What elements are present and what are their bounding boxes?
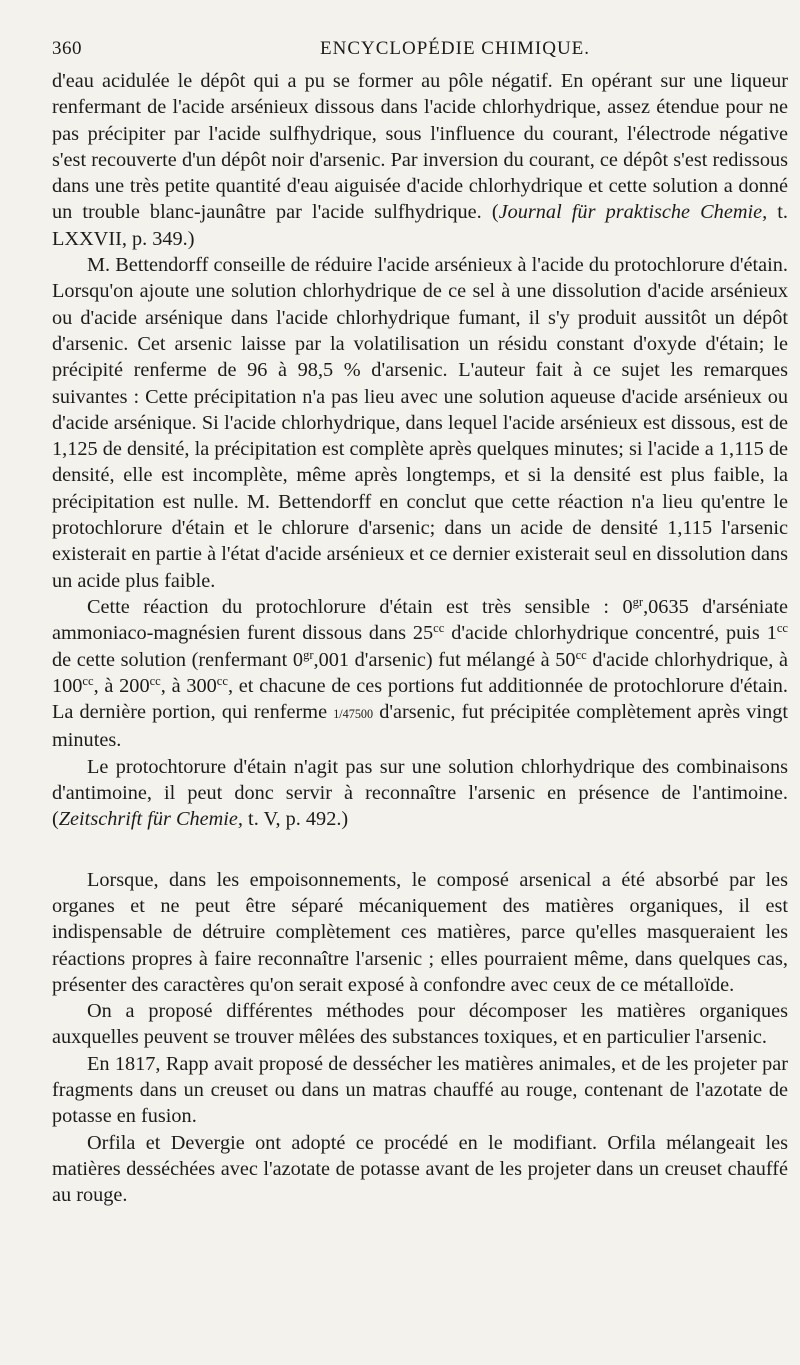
paragraph-4-text: Le protochtorure d'étain n'agit pas sur une solution chlorhydrique des combinaisons d'antimoine, il peut donc servir à reconnaître l'arsenic en présence de l'antimoine. ( [52, 755, 788, 831]
page-number: 360 [52, 38, 82, 59]
fraction: 1/47500 [333, 707, 374, 722]
text-run: , et chacune de ces portions fut additionnée de protochlorure d'étain. La dernière portion, qui renferme [52, 674, 788, 724]
paragraph-6: On a proposé différentes méthodes pour décomposer les matières organiques auxquelles peuvent se trouver mêlées des substances toxiques, et en particulier l'arsenic. [52, 1000, 788, 1049]
text-run: Cette réaction du protochlorure d'étain est très sensible : 0 [87, 595, 633, 618]
text-run: , à 200 [93, 674, 150, 697]
paragraph-3 [52, 594, 788, 754]
citation-reference: t. LXXVII, p. 349.) [52, 201, 788, 250]
unit-superscript: cc [776, 621, 789, 636]
text-run: d'arsenic, fut précipitée complètement après vingt minutes. [52, 701, 788, 752]
paragraph-4 [52, 754, 788, 833]
paragraph-1-text: d'eau acidulée le dépôt qui a pu se former au pôle négatif. En opérant sur une liqueur renfermant de l'acide arsénieux dissous dans l'acide chlorhydrique, assez étendue pour ne pas précipiter par l'acide sulfhydrique, sous l'influence du courant, l'électrode négative s'est recouverte d'un dépôt noir d'arsenic. Par inversion du courant, ce dépôt s'est redissous dans une très petite quantité d'eau aiguisée d'acide chlorhydrique et cette solution a donné un trouble blanc-jaunâtre par l'acide sulfhydrique. ( [52, 70, 788, 224]
paragraph-2: M. Bettendorff conseille de réduire l'acide arsénieux à l'acide du protochlorure d'étain. Lorsqu'on ajoute une solution chlorhydrique de ce sel à une dissolution d'acide arsénieux ou d'acide arsénique dans l'acide chlorhydrique fumant, il s'y produit aussitôt un dépôt d'arsenic. Cet arsenic laisse par la volatilisation un résidu constant d'oxyde d'étain; le précipité renferme de 96 à 98,5 % d'arsenic. L'auteur fait à ce sujet les remarques suivantes : Cette précipitation n'a pas lieu avec une solution aqueuse d'acide arsénieux ou d'acide arsénique. Si l'acide chlorhydrique, dans lequel l'acide arsénieux est dissous, est de 1,125 de densité, la précipitation est complète après quelques minutes; si l'acide a 1,115 de densité, elle est incomplète, même après longtemps, et si la densité est plus faible, la précipitation est nulle. M. Bettendorff en conclut que cette réaction n'a lieu qu'entre le protochlorure d'étain et le chlorure d'arsenic; dans un acide de densité 1,115 l'arsenic existerait en partie à l'état d'acide arsénieux et ce dernier existerait seul en dissolution dans un acide plus faible. [52, 254, 788, 592]
paragraph-1 [52, 68, 788, 252]
paragraph-5: Lorsque, dans les empoisonnements, le composé arsenical a été absorbé par les organes et ne peut être séparé mécaniquement des matières organiques, il est indispensable de détruire complètement ces matières, parce qu'elles masqueraient les réactions propres à faire reconnaître l'arsenic ; elles pourraient même, dans quelques cas, présenter des caractères qu'on serait exposé à confondre avec ceux de ce métalloïde. [52, 868, 788, 996]
page-body [52, 68, 788, 1208]
text-run: de cette solution (renfermant 0 [52, 648, 304, 671]
text-run: d'acide chlorhydrique, à 100 [52, 648, 788, 697]
citation-journal: Zeitschrift für Chemie, [58, 808, 243, 831]
unit-superscript: gr [303, 647, 314, 662]
running-title: ENCYCLOPÉDIE CHIMIQUE. [320, 38, 591, 59]
section-gap [52, 833, 788, 867]
paragraph-8: Orfila et Devergie ont adopté ce procédé en le modifiant. Orfila mélangeait les matières desséchées avec l'azotate de potasse avant de les projeter dans un creuset chauffé au rouge. [52, 1131, 788, 1207]
text-run: d'acide chlorhydrique concentré, puis 1 [444, 622, 777, 645]
paragraph-7: En 1817, Rapp avait proposé de dessécher les matières animales, et de les projeter par fragments dans un creuset ou dans un matras chauffé au rouge, contenant de l'azotate de potasse en fusion. [52, 1052, 788, 1128]
citation-journal: Journal für praktische Chemie, [498, 201, 768, 224]
unit-superscript: cc [575, 647, 587, 662]
citation-reference: t. V, p. 492.) [242, 808, 349, 831]
text-run: ,0635 d'arséniate ammoniaco-magnésien furent dissous dans 25 [52, 595, 788, 645]
unit-superscript: cc [82, 673, 94, 688]
unit-superscript: cc [433, 621, 445, 636]
text-run: , à 300 [160, 674, 217, 697]
text-run: ,001 d'arsenic) fut mélangé à 50 [313, 648, 576, 671]
unit-superscript: cc [216, 673, 228, 688]
page-header [52, 38, 800, 66]
unit-superscript: gr [632, 595, 644, 610]
unit-superscript: cc [149, 673, 161, 688]
